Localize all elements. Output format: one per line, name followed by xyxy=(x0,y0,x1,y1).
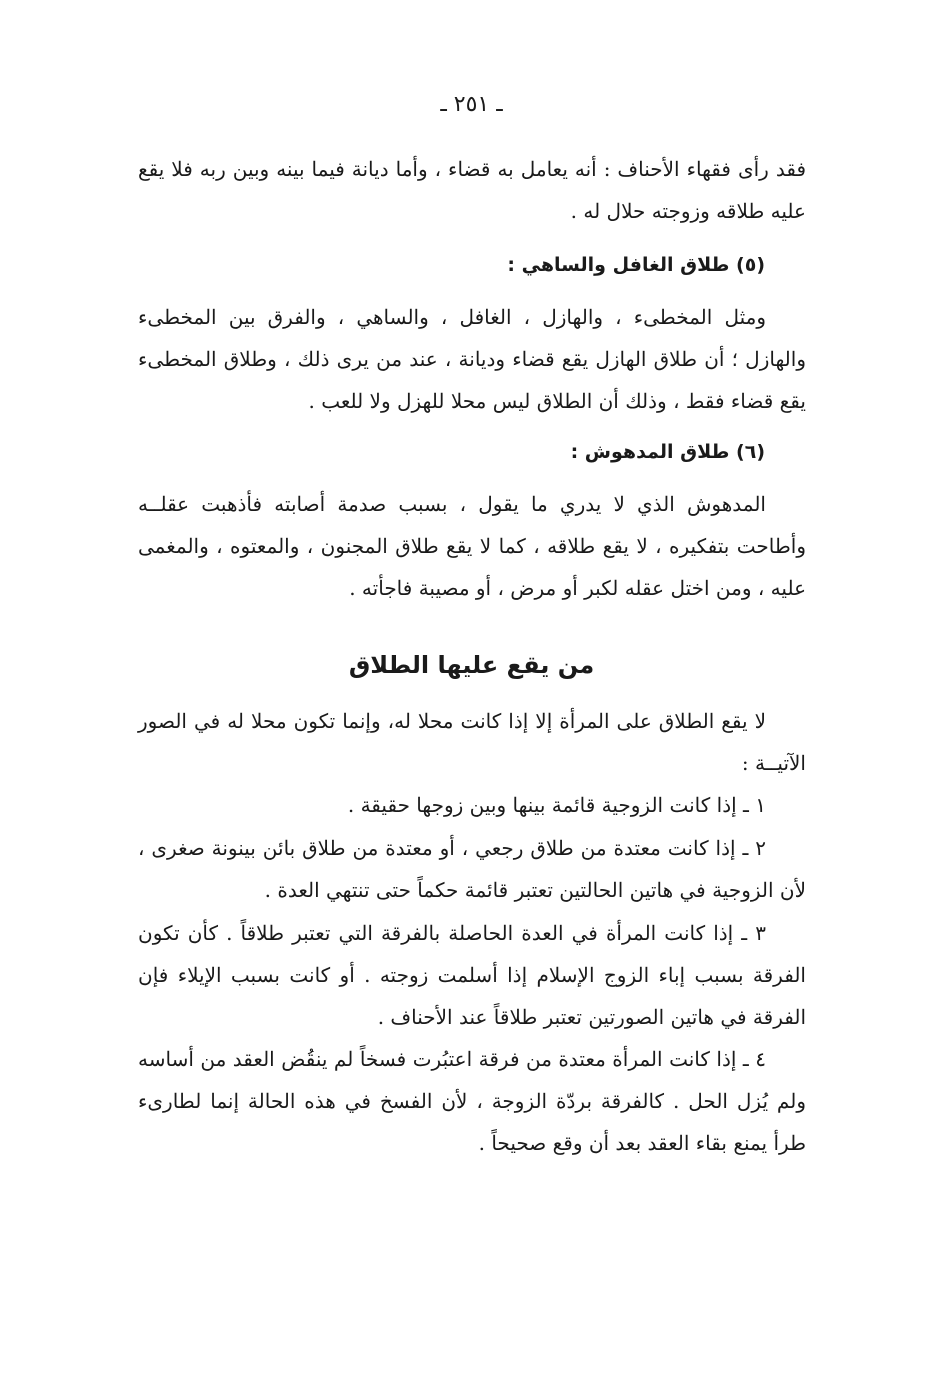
list-item-1: ١ ـ إذا كانت الزوجية قائمة بينها وبين زوجها حقيقة . xyxy=(347,793,766,817)
section-intro: لا يقع الطلاق على المرأة إلا إذا كانت محلا له، وإنما تكون محلا له في الصور الآتيــة : xyxy=(138,709,806,775)
list-item-3: ٣ ـ إذا كانت المرأة في العدة الحاصلة بالفرقة التي تعتبر طلاقاً . كأن تكون الفرقة بسبب إباء الزوج الإسلام إذا أسلمت زوجته . أو كانت بسبب الإيلاء فإن الفرقة في هاتين الصورتين تعتبر طلاقاً عند الأحناف . xyxy=(138,921,806,1029)
list-item-4: ٤ ـ إذا كانت المرأة معتدة من فرقة اعتبُرت فسخاً لم ينقُض العقد من أساسه ولم يُزل الحل . كالفرقة بردّة الزوجة ، لأن الفسخ في هذه الحالة إنما لطارىء طرأ يمنع بقاء العقد بعد أن وقع صحيحاً . xyxy=(138,1047,806,1155)
paragraph-heedless-divorce: ومثل المخطىء ، والهازل ، الغافل ، والساهي ، والفرق بين المخطىء والهازل ؛ أن طلاق الهازل يقع قضاء وديانة ، عند من يرى ذلك ، وطلاق المخطىء يقع قضاء فقط ، وذلك أن الطلاق ليس محلا للهزل ولا للعب . xyxy=(138,305,806,413)
section-title: من يقع عليها الطلاق xyxy=(348,651,595,679)
heading-heedless-divorce: (٥) طلاق الغافل والساهي : xyxy=(507,254,765,276)
paragraph-bewildered-divorce: المدهوش الذي لا يدري ما يقول ، بسبب صدمة أصابته فأذهبت عقلــه وأطاحت بتفكيره ، لا يقع طلاقه ، كما لا يقع طلاق المجنون ، والمعتوه ، والمغمى عليه ، ومن اختل عقله لكبر أو مرض ، أو مصيبة فاجأته . xyxy=(138,492,806,600)
heading-bewildered-divorce: (٦) طلاق المدهوش : xyxy=(570,441,765,463)
page-number: ـ ٢٥١ ـ xyxy=(440,92,503,117)
intro-paragraph: فقد رأى فقهاء الأحناف : أنه يعامل به قضاء ، وأما ديانة فيما بينه وبين ربه فلا يقع عليه طلاقه وزوجته حلال له . xyxy=(138,157,806,223)
list-item-2: ٢ ـ إذا كانت معتدة من طلاق رجعي ، أو معتدة من طلاق بائن بينونة صغرى ، لأن الزوجية في هاتين الحالتين تعتبر قائمة حكماً حتى تنتهي العدة . xyxy=(138,836,806,902)
